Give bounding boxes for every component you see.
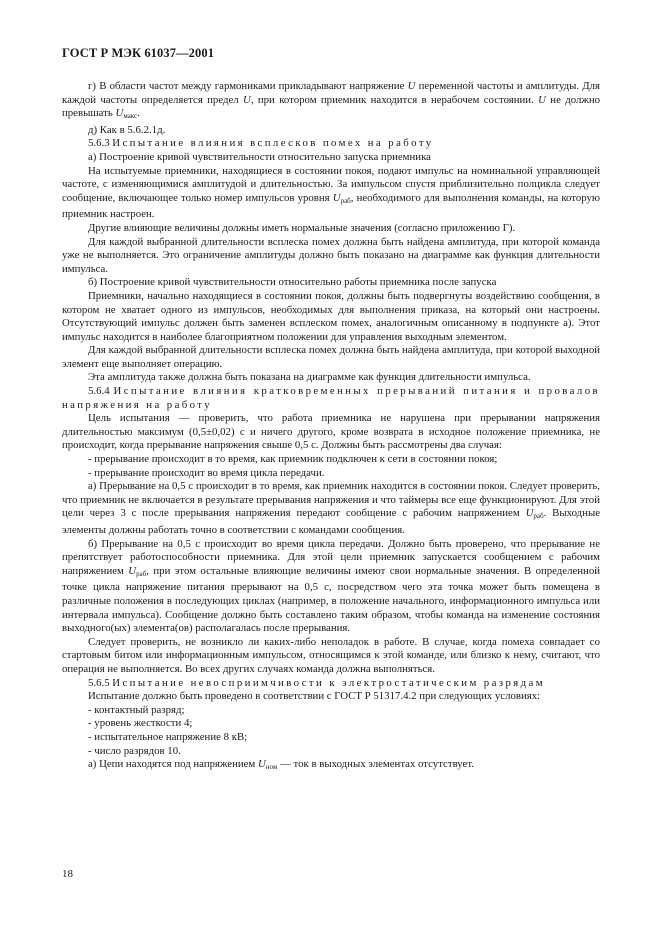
section-heading-5-6-3: 5.6.3 Испытание влияния всплесков помех на работу — [88, 137, 434, 150]
paragraph: Для каждой выбранной длительности всплеска помех должна быть найдена амплитуда, при которой выходной элемент еще выполняет операцию. — [62, 344, 600, 370]
list-item: - прерывание происходит во время цикла передачи. — [88, 466, 325, 479]
paragraph: Приемники, начально находящиеся в состоянии покоя, должны быть подвергнуты воздействию сообщения, в котором не хватает одного из импульсов, необходимых для выполнения приказа, на который они настроены. Отсутствующий импульс должен быть заменен всплеском помех, аналогичным описанному в подпункте а). Этот импульс находится в наиболее благоприятном положении для управления выходным элементом. — [62, 289, 600, 343]
paragraph: б) Прерывание на 0,5 с происходит во время цикла передачи. Должно быть проверено, что прерывание не препятствует работоспособности приемника. Для этой цели приемник запускается сообщением с рабочим напряжением $U_{раб}$, при этом остальные влияющие величины имеют свои нормальные значения. В определенной точке цикла напряжение питания прерывают на 0,5 с, посредством чего эта точка может быть помещена в различные положения в последующих циклах (например, в положение начального, информационного импульса или интервала импульса). Сообщение должно быть составлено таким образом, чтобы команда на изменение состояния выходного(ых) элемента(ов) располагалась после прерывания. — [62, 537, 601, 635]
paragraph: б) Построение кривой чувствительности относительно работы приемника после запуска — [88, 276, 497, 289]
list-item: - уровень жесткости 4; — [88, 717, 193, 730]
paragraph: Следует проверить, не возникло ли каких-либо неполадок в работе. В случае, когда помеха совпадает со стартовым битом или информационным импульсом, относящимся к этой команде, или близко к нему, считают, что операция не выполняется. Во всех других случаях команда должна выполняться. — [62, 635, 600, 675]
section-heading-5-6-5: 5.6.5 Испытание невосприимчивости к электростатическим разрядам — [88, 676, 545, 689]
paragraph: а) Построение кривой чувствительности относительно запуска приемника — [88, 150, 431, 163]
list-item: - число разрядов 10. — [88, 744, 181, 757]
list-item: - испытательное напряжение 8 кВ; — [88, 730, 248, 743]
paragraph-g: г) В области частот между гармониками прикладывают напряжение U переменной частоты и амплитуды. Для каждой частоты определяется предел U, при котором приемник находится в нерабочем состоянии. U не должно превышать $U_{макс}$. — [62, 80, 601, 121]
list-item: - прерывание происходит в то время, как приемник подключен к сети в состоянии покоя; — [88, 453, 498, 466]
list-item: - контактный разряд; — [88, 703, 185, 716]
section-heading-5-6-4: 5.6.4 Испытание влияния кратковременных прерываний питания и провалов напряжения на работу — [62, 385, 601, 411]
page-number: 18 — [62, 868, 73, 880]
paragraph-d: д) Как в 5.6.2.1д. — [88, 123, 166, 136]
paragraph: Эта амплитуда также должна быть показана на диаграмме как функция длительности импульса. — [88, 371, 531, 384]
document-header: ГОСТ Р МЭК 61037—2001 — [62, 46, 215, 60]
paragraph: Другие влияющие величины должны иметь нормальные значения (согласно приложению Г). — [88, 221, 516, 234]
paragraph: Цель испытания — проверить, что работа приемника не нарушена при прерывании напряжения длительностью максимум (0,5±0,02) с и ничего другого, кроме возврата в исходное положение приемника, не происходит, когда прерывание напряжения свыше 0,5 с. Должны быть рассмотрены два случая: — [62, 412, 600, 452]
paragraph: Испытание должно быть проведено в соответствии с ГОСТ Р 51317.4.2 при следующих условиях: — [88, 690, 541, 703]
paragraph: На испытуемые приемники, находящиеся в состоянии покоя, подают импульс на номинальной управляющей частоте, с изменяющимися амплитудой и длительностью. За импульсом спустя приблизительно полцикла следует сообщение, включающее только номер импульсов уровня $U_{раб}$, необходимого для выполнения команды, на которую приемник настроен. — [62, 164, 600, 221]
paragraph: а) Прерывание на 0,5 с происходит в то время, как приемник находится в состоянии покоя. Следует проверить, что приемник не включается в результате прерывания напряжения и что таймеры все еще функционируют. Для этой цели через 3 с после прерывания напряжения передают сообщение с рабочим напряжением $U_{раб}$. Выходные элементы должны работать точно в соответствии с командами сообщения. — [62, 480, 601, 536]
paragraph: Для каждой выбранной длительности всплеска помех должна быть найдена амплитуда, при которой команда уже не выполняется. Это ограничение амплитуды должно быть показано на диаграмме как функция длительности импульса. — [62, 235, 600, 275]
document-body — [62, 80, 600, 775]
paragraph: а) Цепи находятся под напряжением $U_{ном}$ — ток в выходных элементах отсутствует. — [88, 758, 474, 772]
